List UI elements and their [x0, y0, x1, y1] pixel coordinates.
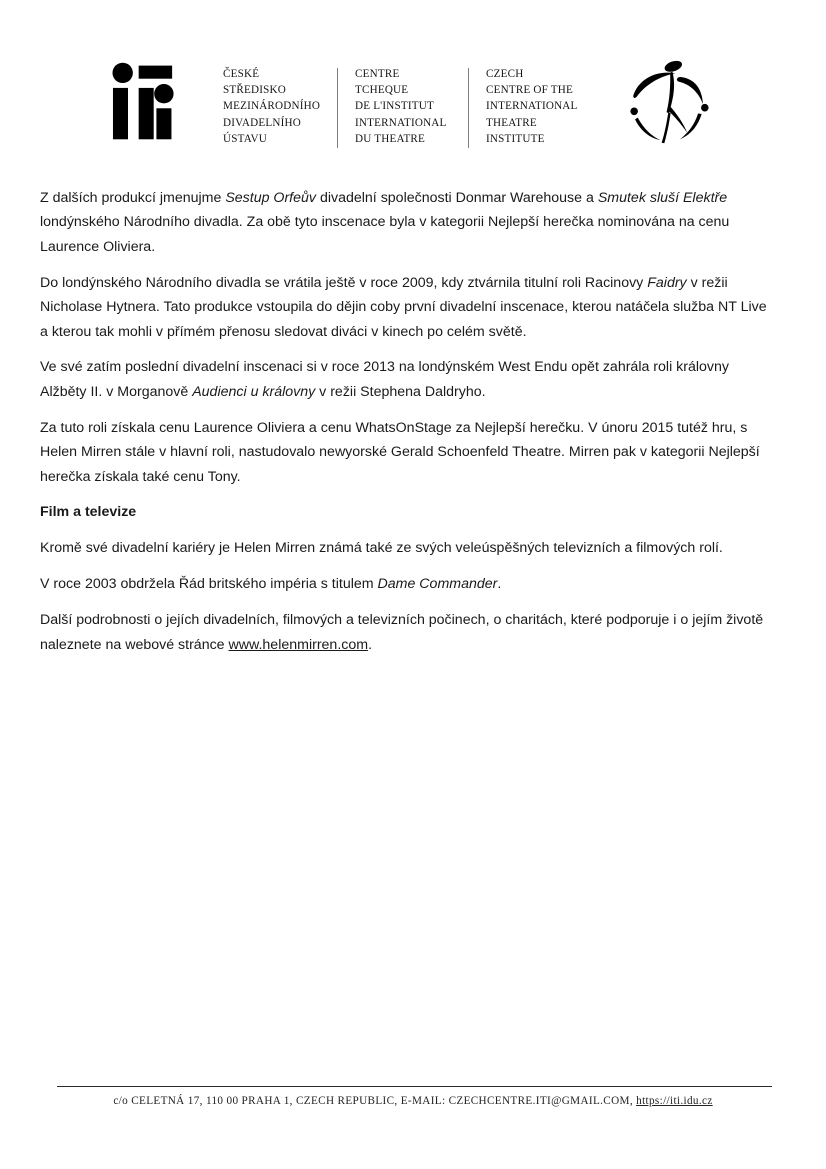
org-name-line: TCHEQUE — [355, 83, 409, 97]
paragraph — [40, 572, 773, 596]
document-body — [40, 186, 773, 669]
org-name-line: INTERNATIONAL — [486, 99, 578, 113]
text-segment: v režii Nicholase Hytnera. Tato produkce vstoupila do dějin coby první divadelní inscenace, kterou natáčela služba NT Live a kterou tak mohli v přímém přenosu sledovat diváci v kinech po celém světě. — [40, 274, 767, 340]
org-name-line: MEZINÁRODNÍHO — [223, 99, 321, 113]
text-segment: Kromě své divadelní kariéry je Helen Mirren známá také ze svých veleúspěšných televizních a filmových rolí. — [40, 540, 723, 557]
org-name-line: CENTRE OF THE — [486, 83, 574, 97]
org-name-line: DU THEATRE — [355, 131, 426, 145]
text-segment: . — [497, 576, 502, 593]
text-segment: c/o CELETNÁ 17, 110 00 PRAHA 1, CZECH REPUBLIC, E-MAIL: CZECHCENTRE.ITI@GMAIL.COM, — [113, 1095, 637, 1107]
footer-rule — [57, 1086, 772, 1087]
paragraph — [40, 186, 773, 259]
paragraph — [40, 416, 773, 489]
text-segment: Do londýnského Národního divadla se vrátila ještě v roce 2009, kdy ztvárnila titulní roli Racinovy — [40, 274, 648, 291]
org-name-line: DE L'INSTITUT — [355, 99, 435, 113]
text-segment: Audienci u královny — [192, 383, 316, 400]
text-segment: V roce 2003 obdržela Řád britského impéria s titulem — [40, 576, 378, 593]
header-separator — [468, 68, 469, 148]
text-segment: v režii Stephena Daldryho. — [315, 383, 486, 400]
text-segment: Dame Commander — [377, 576, 498, 593]
org-name-line: DIVADELNÍHO — [223, 115, 301, 129]
text-segment: Smutek sluší Elektře — [597, 190, 728, 206]
org-name-line: CENTRE — [355, 67, 400, 80]
iti-letters-logo-icon — [112, 61, 176, 141]
org-name-french — [355, 66, 447, 147]
text-segment: Faidry — [647, 274, 687, 291]
text-segment: divadelní společnosti Donmar Warehouse a — [316, 190, 598, 206]
section-heading — [40, 500, 773, 524]
iti-website-link[interactable]: https://iti.idu.cz — [636, 1095, 713, 1107]
org-name-line: CZECH — [486, 67, 524, 80]
org-name-english — [486, 66, 578, 147]
org-name-line: INSTITUTE — [486, 131, 545, 145]
org-name-czech — [223, 66, 320, 147]
letterhead — [0, 0, 826, 170]
paragraph — [40, 608, 773, 657]
helenmirren-website-link[interactable]: www.helenmirren.com — [228, 636, 369, 653]
org-name-line: INTERNATIONAL — [355, 115, 447, 129]
text-segment: Další podrobnosti o jejích divadelních, filmových a televizních počinech, o charitách, které podporuje i o jejím životě naleznete na webové stránce — [40, 612, 764, 653]
text-segment: londýnského Národního divadla. Za obě tyto inscenace byla v kategorii Nejlepší herečka nominována na cenu Laurence Oliviera. — [40, 214, 730, 255]
text-segment: Za tuto roli získala cenu Laurence Oliviera a cenu WhatsOnStage za Nejlepší herečku. V únoru 2015 tutéž hru, s Helen Mirren stále v hlavní roli, nastudovalo newyorské Gerald Schoenfeld Theatre. Mirren pak v kategorii Nejlepší herečka získala také cenu Tony. — [40, 419, 760, 485]
org-name-line: STŘEDISKO — [223, 83, 286, 97]
footer-text — [0, 1095, 826, 1107]
text-segment: Sestup Orfeův — [225, 190, 317, 206]
text-segment: . — [368, 636, 373, 653]
org-name-line: ÚSTAVU — [223, 131, 267, 145]
org-name-line: THEATRE — [486, 115, 537, 129]
text-segment: Film a televize — [40, 504, 137, 521]
header-separator — [337, 68, 338, 148]
paragraph — [40, 271, 773, 344]
paragraph — [40, 355, 773, 404]
paragraph — [40, 536, 773, 560]
org-name-line: ČESKÉ — [223, 67, 260, 80]
text-segment: Ve své zatím poslední divadelní inscenaci si v roce 2013 na londýnském West Endu opět zahrála roli královny Alžběty II. v Morganově — [40, 359, 729, 400]
iti-dancing-figures-logo-icon — [622, 58, 712, 152]
text-segment: Z dalších produkcí jmenujme — [40, 190, 226, 206]
